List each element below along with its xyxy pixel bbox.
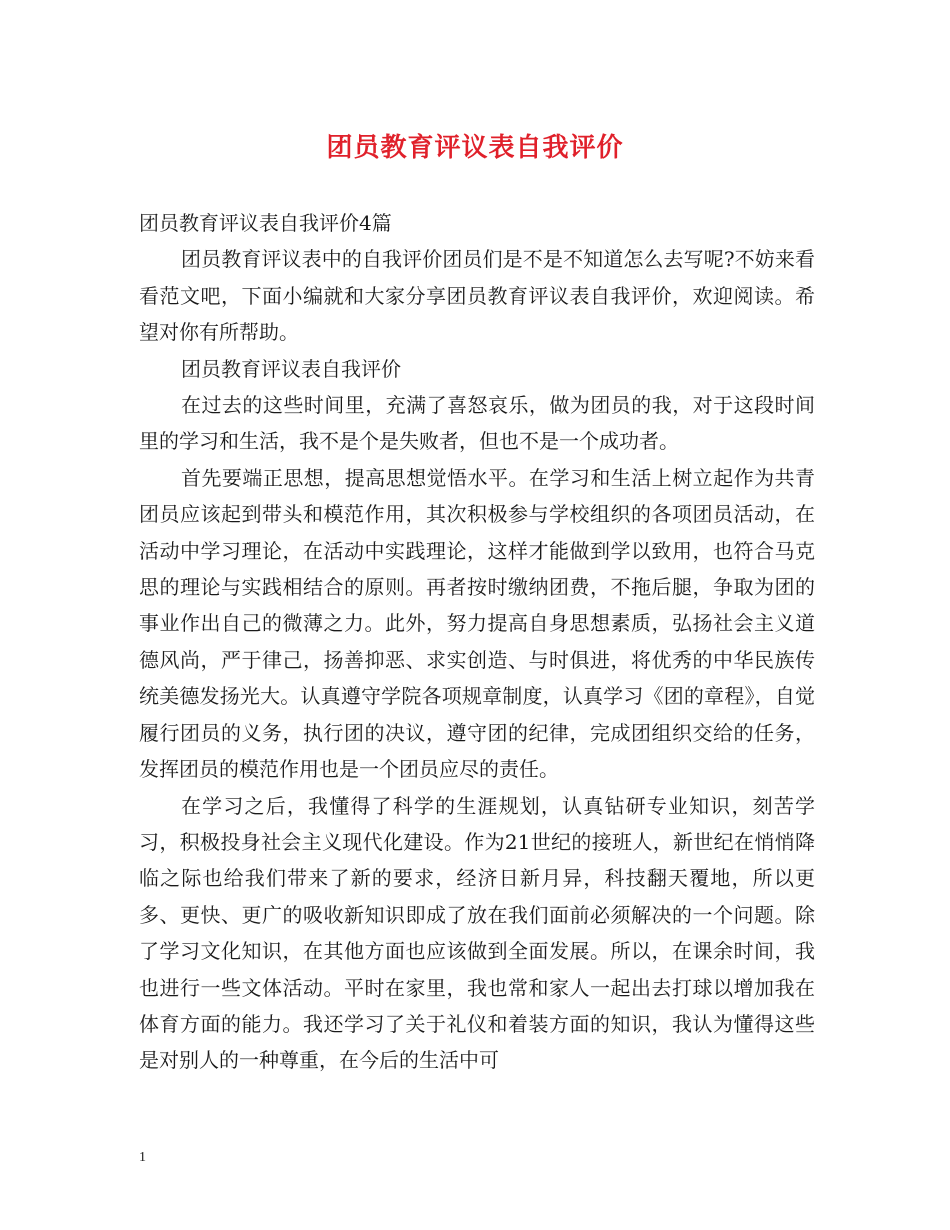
paragraph-past: 在过去的这些时间里，充满了喜怒哀乐，做为团员的我，对于这段时间里的学习和生活，我不是个是失败者，但也不是一个成功者。: [139, 393, 815, 454]
document-body: [139, 205, 815, 1079]
page-number: 1: [139, 1150, 146, 1165]
paragraph-study: 在学习之后，我懂得了科学的生涯规划，认真钻研专业知识，刻苦学习，积极投身社会主义现代化建设。作为21世纪的接班人，新世纪在悄悄降临之际也给我们带来了新的要求，经济日新月异，科技翻天覆地，所以更多、更快、更广的吸收新知识即成了放在我们面前必须解决的一个问题。除了学习文化知识，在其他方面也应该做到全面发展。所以，在课余时间，我也进行一些文体活动。平时在家里，我也常和家人一起出去打球以增加我在体育方面的能力。我还学习了关于礼仪和着装方面的知识，我认为懂得这些是对别人的一种尊重，在今后的生活中可: [139, 793, 815, 1073]
paragraph-thought: 首先要端正思想，提高思想觉悟水平。在学习和生活上树立起作为共青团员应该起到带头和模范作用，其次积极参与学校组织的各项团员活动，在活动中学习理论，在活动中实践理论，这样才能做到学以致用，也符合马克思的理论与实践相结合的原则。再者按时缴纳团费，不拖后腿，争取为团的事业作出自己的微薄之力。此外，努力提高自身思想素质，弘扬社会主义道德风尚，严于律己，扬善抑恶、求实创造、与时俱进，将优秀的中华民族传统美德发扬光大。认真遵守学院各项规章制度，认真学习《团的章程》，自觉履行团员的义务，执行团的决议，遵守团的纪律，完成团组织交给的任务，发挥团员的模范作用也是一个团员应尽的责任。: [139, 465, 815, 782]
document-subtitle: 团员教育评议表自我评价4篇: [139, 211, 392, 235]
section-heading: 团员教育评议表自我评价: [181, 356, 401, 381]
paragraph-intro: 团员教育评议表中的自我评价团员们是不是不知道怎么去写呢?不妨来看看范文吧，下面小编就和大家分享团员教育评议表自我评价，欢迎阅读。希望对你有所帮助。: [139, 247, 815, 345]
document-title: 团员教育评议表自我评价: [326, 133, 624, 163]
